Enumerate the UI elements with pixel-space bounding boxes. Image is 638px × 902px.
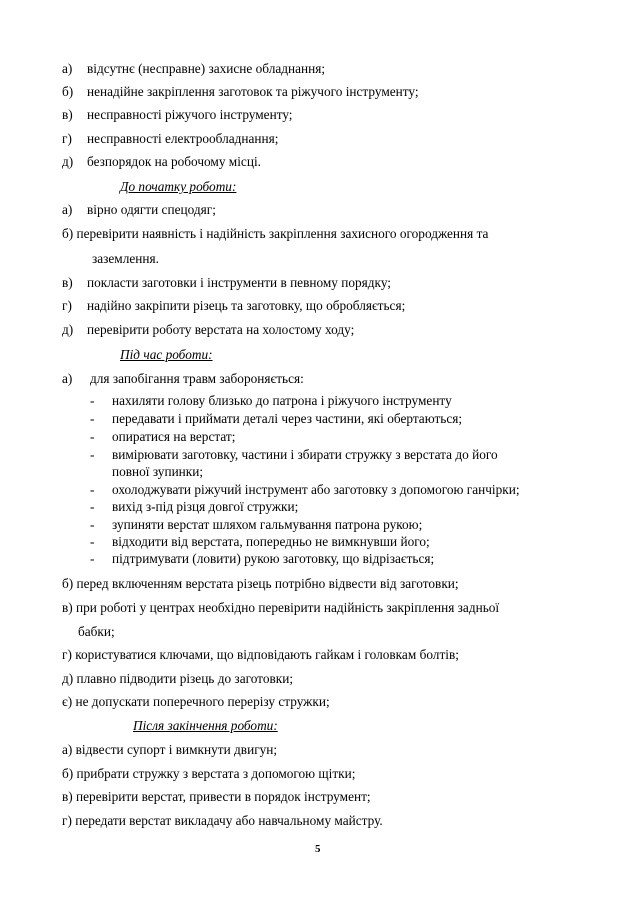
bullet-dash: -: [90, 411, 95, 426]
bullet-text: нахиляти голову близько до патрона і ріжучого інструменту: [112, 393, 452, 408]
bullet-dash: -: [90, 551, 95, 566]
bullet-text: опиратися на верстат;: [112, 429, 236, 444]
bullet-text: підтримувати (ловити) рукою заготовку, що відрізається;: [112, 551, 435, 566]
item-text: надійно закріпити різець та заготовку, що обробляється;: [87, 298, 406, 313]
page-number: 5: [315, 843, 321, 855]
bullet-text: відходити від верстата, попередньо не вимкнувши його;: [112, 534, 430, 549]
item-text: г) передати верстат викладачу або навчальному майстру.: [62, 813, 383, 828]
item-text: вірно одягти спецодяг;: [87, 202, 216, 217]
item-text: в) при роботі у центрах необхідно перевірити надійність закріплення задньої: [62, 600, 500, 615]
item-text: б) перевірити наявність і надійність закріплення захисного огородження та: [62, 226, 489, 241]
bullet-text: охолоджувати ріжучий інструмент або заготовку з допомогою ганчірки;: [112, 482, 520, 497]
item-label: в): [62, 275, 73, 290]
item-text: покласти заготовки і інструменти в певному порядку;: [87, 275, 391, 290]
bullet-dash: -: [90, 429, 95, 444]
item-label: а): [62, 61, 73, 76]
bullet-dash: -: [90, 447, 95, 462]
item-text: б) перед включенням верстата різець потрібно відвести від заготовки;: [62, 576, 459, 591]
item-label: г): [62, 131, 72, 146]
item-text: б) прибрати стружку з верстата з допомогою щітки;: [62, 766, 356, 781]
section-heading-during-work: Під час роботи:: [120, 347, 213, 362]
item-text: г) користуватися ключами, що відповідають гайкам і головкам болтів;: [62, 647, 459, 662]
bullet-text: передавати і приймати деталі через частини, які обертаються;: [112, 411, 463, 426]
item-text: ненадійне закріплення заготовок та ріжучого інструменту;: [87, 84, 419, 99]
item-label: г): [62, 298, 72, 313]
item-text: бабки;: [78, 624, 115, 639]
section-heading-before-work: До початку роботи:: [120, 179, 237, 194]
item-text: для запобігання травм забороняється:: [90, 371, 304, 386]
item-text: несправності електрообладнання;: [87, 131, 279, 146]
item-text: несправності ріжучого інструменту;: [87, 107, 293, 122]
item-label: в): [62, 107, 73, 122]
item-text: в) перевірити верстат, привести в порядок інструмент;: [62, 789, 371, 804]
item-text: є) не допускати поперечного перерізу стружки;: [62, 694, 330, 709]
section-heading-after-work: Після закінчення роботи:: [133, 718, 278, 733]
item-text: перевірити роботу верстата на холостому ходу;: [87, 322, 355, 337]
item-label: б): [62, 84, 74, 99]
item-text: а) відвести супорт і вимкнути двигун;: [62, 742, 278, 757]
item-label: д): [62, 154, 74, 169]
item-label: д): [62, 322, 74, 337]
bullet-text: зупиняти верстат шляхом гальмування патрона рукою;: [112, 517, 423, 532]
bullet-text: вимірювати заготовку, частини і збирати стружку з верстата до його: [112, 447, 498, 462]
bullet-dash: -: [90, 534, 95, 549]
bullet-dash: -: [90, 393, 95, 408]
bullet-dash: -: [90, 482, 95, 497]
item-label: а): [62, 371, 73, 386]
item-text: д) плавно підводити різець до заготовки;: [62, 671, 294, 686]
bullet-dash: -: [90, 499, 95, 514]
bullet-text: вихід з-під різця довгої стружки;: [112, 499, 299, 514]
item-text: заземлення.: [92, 251, 159, 266]
bullet-dash: -: [90, 517, 95, 532]
item-text: відсутнє (несправне) захисне обладнання;: [87, 61, 326, 76]
bullet-text: повної зупинки;: [112, 464, 204, 479]
item-label: а): [62, 202, 73, 217]
item-text: безпорядок на робочому місці.: [87, 154, 261, 169]
